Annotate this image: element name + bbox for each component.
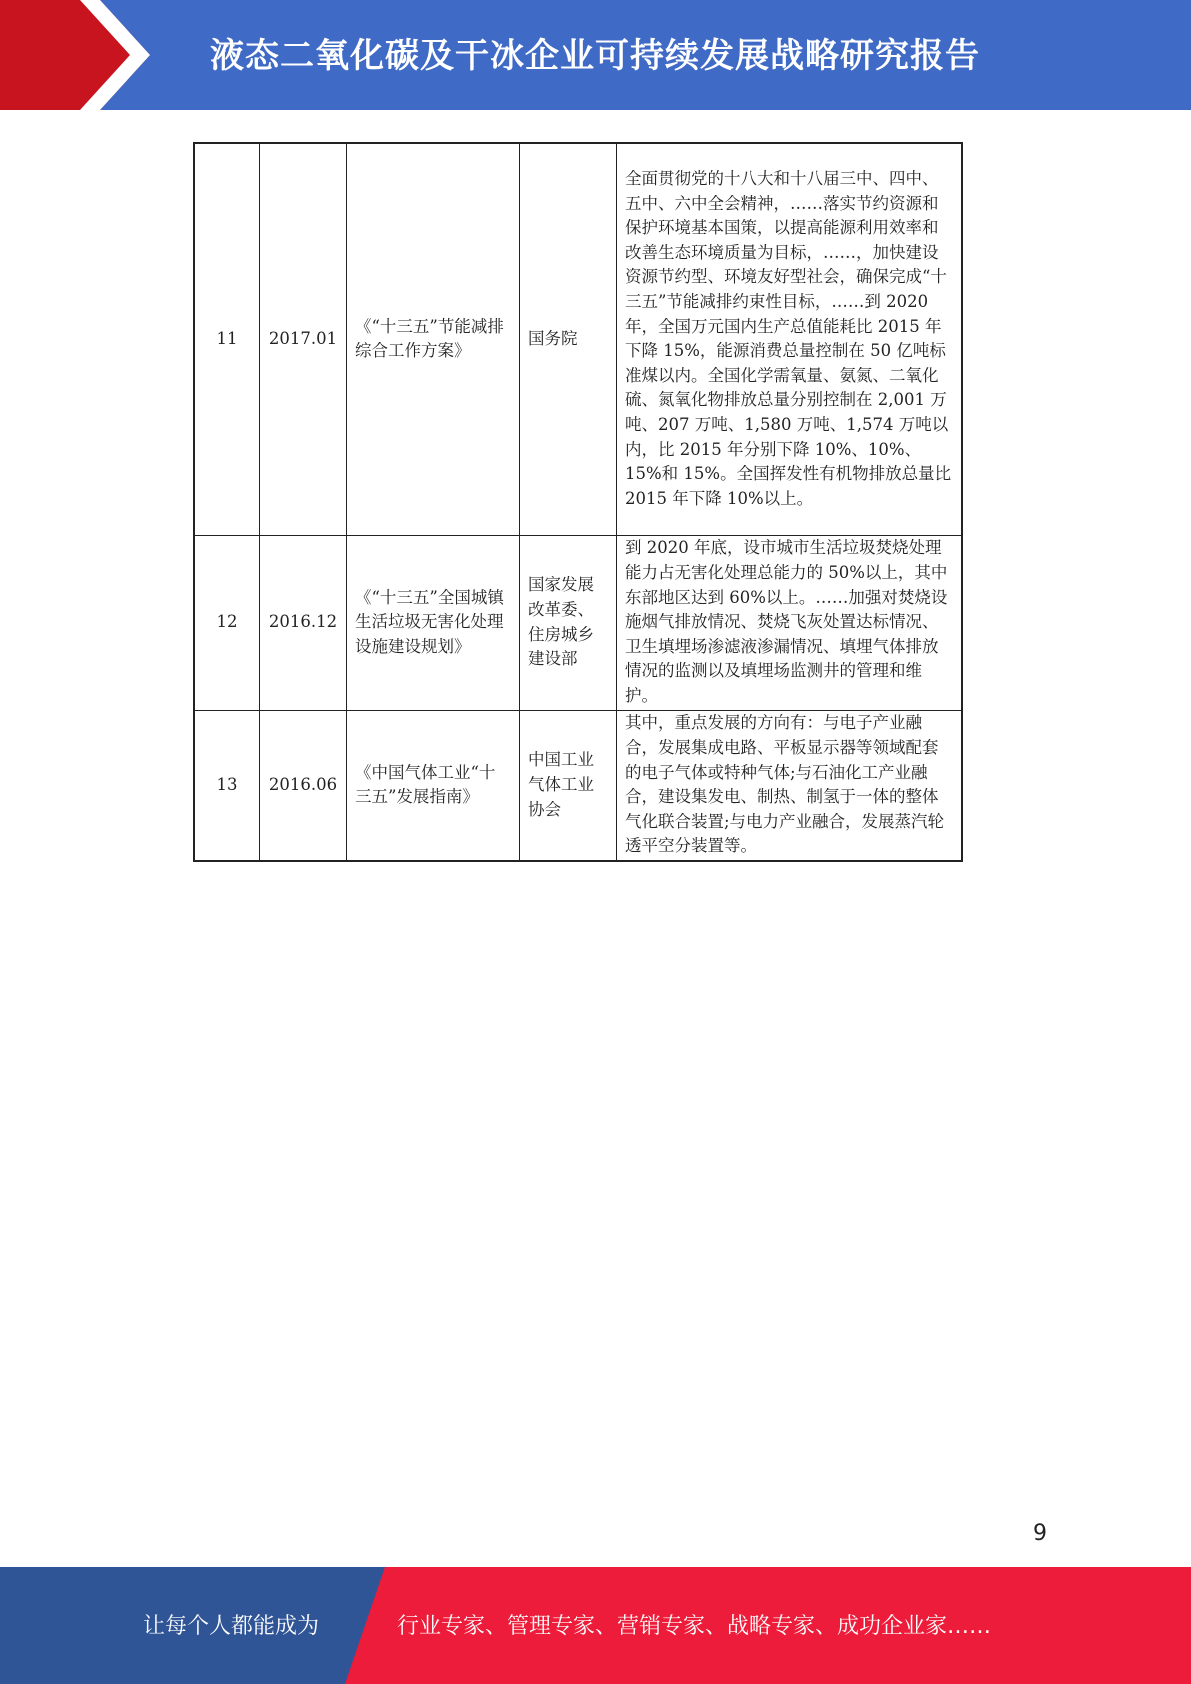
page-number: 9 xyxy=(1033,1521,1047,1546)
table-row xyxy=(194,143,962,535)
policy-table xyxy=(193,142,963,862)
row-content: 其中，重点发展的方向有：与电子产业融合，发展集成电路、平板显示器等领域配套的电子气体或特种气体;与石油化工产业融合，建设集发电、制热、制氢于一体的整体气化联合装置;与电力产业融合，发展蒸汽轮透平空分装置等。 xyxy=(617,710,963,861)
report-title: 液态二氧化碳及干冰企业可持续发展战略研究报告 xyxy=(210,36,980,76)
row-policy-title: 《“十三五”全国城镇生活垃圾无害化处理设施建设规划》 xyxy=(347,535,520,710)
table-row xyxy=(194,710,962,861)
row-policy-title: 《中国气体工业“十三五”发展指南》 xyxy=(347,710,520,861)
row-issuer: 国务院 xyxy=(520,143,617,535)
row-issuer: 中国工业气体工业协会 xyxy=(520,710,617,861)
row-issuer: 国家发展改革委、住房城乡建设部 xyxy=(520,535,617,710)
header-arrow-icon xyxy=(0,0,170,110)
row-number: 13 xyxy=(194,710,260,861)
row-content: 全面贯彻党的十八大和十八届三中、四中、五中、六中全会精神，……落实节约资源和保护环境基本国策，以提高能源利用效率和改善生态环境质量为目标，……，加快建设资源节约型、环境友好型社会，确保完成“十三五”节能减排约束性目标，……到 2020 年，全国万元国内生产总值能耗比 2015 年下降 15%，能源消费总量控制在 50 亿吨标准煤以内。全国化学需氧量、氨氮、二氧化硫、氮氧化物排放总量分别控制在 2,001 万吨、207 万吨、1,580 万吨、1,574 万吨以内，比 2015 年分别下降 10%、10%、15%和 15%。全国挥发性有机物排放总量比 2015 年下降 10%以上。 xyxy=(617,143,963,535)
row-date: 2016.12 xyxy=(260,535,347,710)
footer-slogan-right: 行业专家、管理专家、营销专家、战略专家、成功企业家…… xyxy=(397,1614,992,1639)
page-footer xyxy=(0,1567,1191,1684)
row-date: 2016.06 xyxy=(260,710,347,861)
row-date: 2017.01 xyxy=(260,143,347,535)
page-header xyxy=(0,0,1191,110)
row-content: 到 2020 年底，设市城市生活垃圾焚烧处理能力占无害化处理总能力的 50%以上，其中东部地区达到 60%以上。……加强对焚烧设施烟气排放情况、焚烧飞灰处置达标情况、卫生填埋场渗滤液渗漏情况、填埋气体排放情况的监测以及填埋场监测井的管理和维护。 xyxy=(617,535,963,710)
row-policy-title: 《“十三五”节能减排综合工作方案》 xyxy=(347,143,520,535)
row-number: 12 xyxy=(194,535,260,710)
footer-slogan-left: 让每个人都能成为 xyxy=(143,1614,320,1639)
table-row xyxy=(194,535,962,710)
row-number: 11 xyxy=(194,143,260,535)
